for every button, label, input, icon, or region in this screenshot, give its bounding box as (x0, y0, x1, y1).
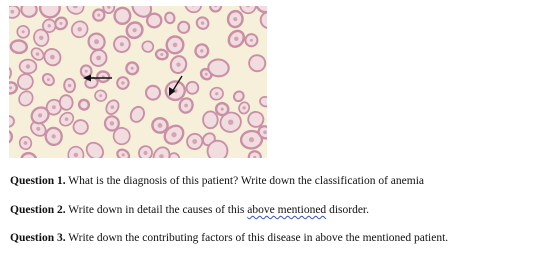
question-3-label: Question 3. (10, 232, 66, 244)
question-3 (10, 231, 448, 245)
red-blood-cell (155, 49, 168, 60)
red-blood-cell (145, 85, 160, 100)
red-blood-cell (97, 71, 110, 82)
red-blood-cell (186, 81, 198, 94)
red-blood-cell (203, 111, 218, 128)
question-2-text-after: disorder. (326, 204, 369, 216)
blood-smear-image (9, 6, 267, 158)
red-blood-cell (113, 7, 131, 25)
question-2-flagged-text: above mentioned (247, 204, 327, 216)
question-1 (10, 174, 424, 188)
question-2-text-before: Write down in detail the causes of this (68, 204, 248, 216)
question-2 (10, 203, 369, 217)
question-1-text: What is the diagnosis of this patient? Write down the classification of anemia (68, 175, 424, 187)
red-blood-cell (177, 21, 189, 34)
red-blood-cell (19, 59, 36, 73)
red-blood-cell (10, 40, 27, 54)
red-blood-cell (208, 59, 230, 77)
red-blood-cell (73, 119, 89, 134)
question-3-text: Write down the contributing factors of this disease in above the mentioned patient. (68, 232, 449, 244)
red-blood-cell (64, 78, 76, 92)
red-blood-cell (21, 6, 38, 17)
red-blood-cell (227, 10, 244, 28)
red-blood-cell (152, 117, 169, 133)
red-blood-cell (166, 35, 185, 54)
blood-smear-micrograph (9, 6, 267, 158)
question-1-label: Question 1. (10, 175, 66, 187)
question-2-label: Question 2. (10, 204, 66, 216)
red-blood-cell (9, 6, 19, 18)
red-blood-cell (59, 95, 73, 111)
red-blood-cell (103, 6, 114, 13)
red-blood-cell (245, 34, 257, 46)
